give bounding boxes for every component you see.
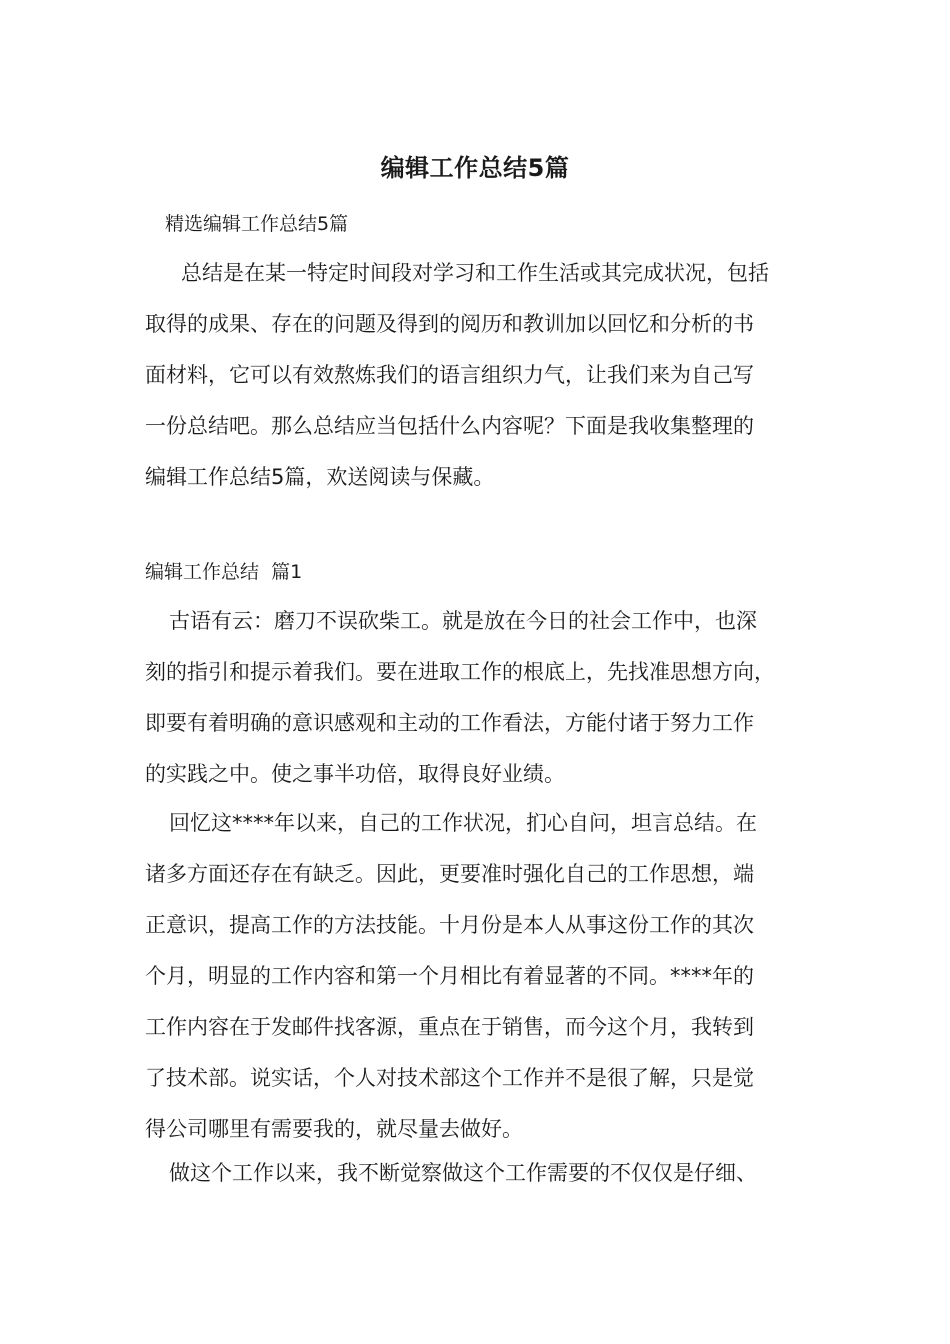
- body-paragraph: [145, 1148, 825, 1199]
- document-title: 编辑工作总结5篇: [380, 154, 570, 182]
- paragraph-line: 回忆这****年以来，自己的工作状况，扪心自问，坦言总结。在: [169, 811, 757, 835]
- paragraph-line: 正意识，提高工作的方法技能。十月份是本人从事这份工作的其次: [145, 913, 754, 937]
- intro-paragraph: [145, 248, 825, 503]
- paragraph-line: 古语有云：磨刀不误砍柴工。就是放在今日的社会工作中，也深: [169, 609, 757, 633]
- paragraph-line: 工作内容在于发邮件找客源，重点在于销售，而今这个月，我转到: [145, 1015, 754, 1039]
- intro-line: 编辑工作总结5篇，欢送阅读与保藏。: [145, 465, 495, 489]
- paragraph-line: 个月，明显的工作内容和第一个月相比有着显著的不同。****年的: [145, 964, 754, 988]
- section-heading: 编辑工作总结 篇1: [145, 561, 303, 583]
- body-paragraph: [145, 798, 825, 1155]
- paragraph-line: 即要有着明确的意识感观和主动的工作看法，方能付诸于努力工作: [145, 711, 754, 735]
- intro-line: 面材料，它可以有效熬炼我们的语言组织力气，让我们来为自己写: [145, 363, 754, 387]
- paragraph-line: 刻的指引和提示着我们。要在进取工作的根底上，先找准思想方向，: [145, 660, 775, 684]
- paragraph-line: 了技术部。说实话，个人对技术部这个工作并不是很了解，只是觉: [145, 1066, 754, 1090]
- intro-line: 取得的成果、存在的问题及得到的阅历和教训加以回忆和分析的书: [145, 312, 754, 336]
- body-paragraph: [145, 596, 825, 800]
- paragraph-line: 得公司哪里有需要我的，就尽量去做好。: [145, 1117, 523, 1141]
- paragraph-line: 的实践之中。使之事半功倍，取得良好业绩。: [145, 762, 565, 786]
- intro-line: 总结是在某一特定时间段对学习和工作生活或其完成状况，包括: [181, 261, 769, 285]
- paragraph-line: 做这个工作以来，我不断觉察做这个工作需要的不仅仅是仔细、: [169, 1161, 757, 1185]
- document-subtitle: 精选编辑工作总结5篇: [165, 213, 349, 235]
- paragraph-line: 诸多方面还存在有缺乏。因此，更要准时强化自己的工作思想，端: [145, 862, 754, 886]
- intro-line: 一份总结吧。那么总结应当包括什么内容呢？下面是我收集整理的: [145, 414, 754, 438]
